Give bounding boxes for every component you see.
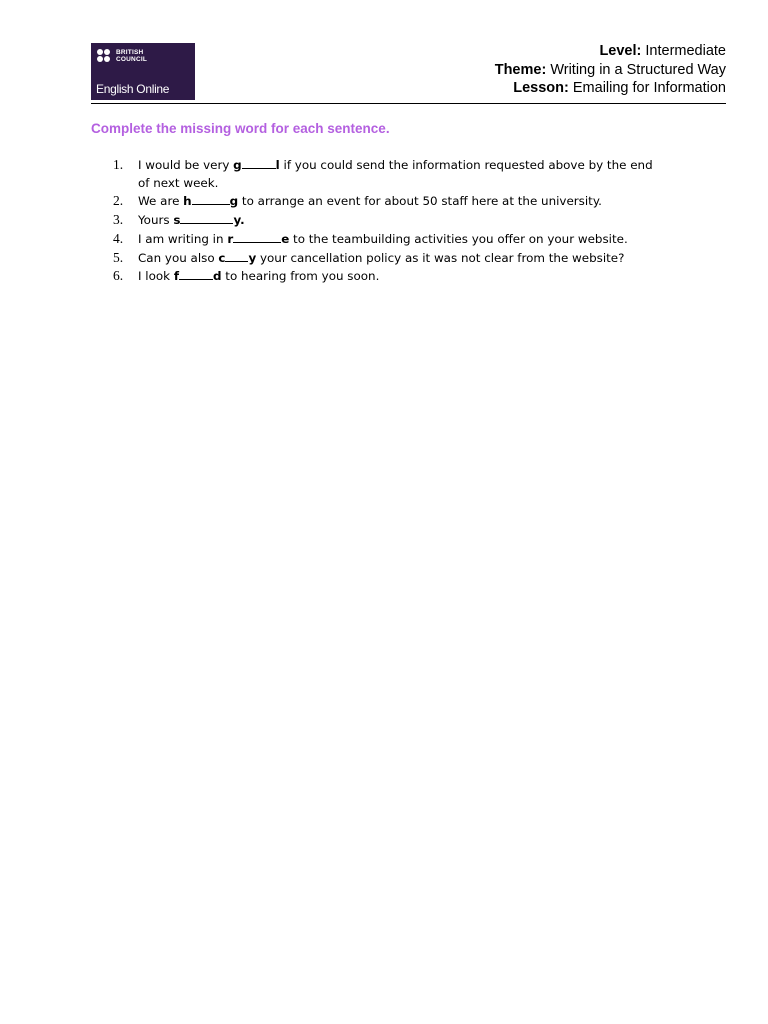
- question-item: [106, 249, 666, 268]
- missing-word-gap: [218, 251, 256, 265]
- british-council-logo: [91, 43, 195, 100]
- question-text-after: your cancellation policy as it was not clear from the website?: [256, 250, 625, 265]
- question-number: 3.: [113, 212, 124, 228]
- header-divider: [91, 103, 726, 104]
- missing-word-first-letter: g: [233, 158, 242, 172]
- missing-word-last-letter: g: [229, 194, 239, 209]
- missing-word-last-letter: e: [281, 231, 290, 246]
- missing-word-gap: [174, 269, 222, 283]
- question-text-after: if you could send the information requested above by the end of next week.: [138, 158, 653, 190]
- missing-word-first-letter: h: [183, 194, 192, 209]
- answer-blank: [180, 211, 233, 224]
- question-number: 1.: [113, 157, 124, 172]
- exercise-instruction: Complete the missing word for each sentence.: [91, 121, 390, 136]
- lesson-meta: [495, 42, 726, 98]
- missing-word-last-letter: d: [213, 269, 222, 284]
- question-item: [106, 156, 666, 192]
- lesson-value: Emailing for Information: [572, 80, 726, 96]
- logo-brand-line2: COUNCIL: [116, 56, 148, 63]
- logo-brand-line1: BRITISH: [116, 49, 144, 56]
- missing-word-first-letter: r: [227, 231, 234, 246]
- question-text-before: I look: [138, 269, 174, 284]
- question-number: 4.: [113, 230, 124, 246]
- missing-word-last-letter: y.: [233, 213, 245, 228]
- question-text-after: to the teambuilding activities you offer on your website.: [289, 231, 628, 246]
- missing-word-first-letter: c: [218, 250, 226, 265]
- question-text-before: Can you also: [138, 250, 219, 265]
- missing-word-last-letter: y: [248, 250, 257, 265]
- answer-blank: [225, 249, 248, 262]
- british-council-dots-icon: [97, 49, 113, 63]
- lesson-row: [495, 79, 726, 98]
- missing-word-first-letter: f: [173, 269, 179, 284]
- logo-product-name: English Online: [96, 82, 170, 96]
- question-number: 6.: [113, 268, 124, 284]
- missing-word-gap: [233, 158, 280, 172]
- question-item: [106, 211, 666, 230]
- missing-word-gap: [183, 194, 238, 208]
- question-item: [106, 230, 666, 249]
- missing-word-first-letter: s: [173, 213, 181, 228]
- level-label: Level:: [599, 43, 642, 59]
- question-number: 5.: [113, 249, 124, 265]
- question-text-after: to hearing from you soon.: [221, 269, 380, 284]
- missing-word-gap: [227, 232, 289, 246]
- answer-blank: [192, 192, 230, 205]
- logo-brand-name: [116, 49, 147, 63]
- level-row: [495, 42, 726, 61]
- missing-word-gap: [173, 213, 244, 227]
- answer-blank: [242, 156, 276, 169]
- level-value: Intermediate: [645, 43, 726, 59]
- answer-blank: [233, 230, 281, 243]
- missing-word-last-letter: l: [275, 158, 280, 172]
- question-text-before: We are: [138, 194, 184, 209]
- question-list: [106, 156, 666, 286]
- question-text-before: Yours: [138, 213, 174, 228]
- question-number: 2.: [113, 193, 124, 209]
- question-item: [106, 192, 666, 211]
- answer-blank: [179, 267, 213, 280]
- question-text-before: I am writing in: [138, 231, 228, 246]
- theme-label: Theme:: [494, 61, 547, 78]
- question-text-after: to arrange an event for about 50 staff here at the university.: [238, 194, 602, 209]
- lesson-label: Lesson:: [513, 80, 569, 96]
- theme-row: [495, 61, 726, 80]
- question-text-before: I would be very: [138, 158, 234, 172]
- theme-value: Writing in a Structured Way: [550, 61, 726, 78]
- question-item: [106, 267, 666, 286]
